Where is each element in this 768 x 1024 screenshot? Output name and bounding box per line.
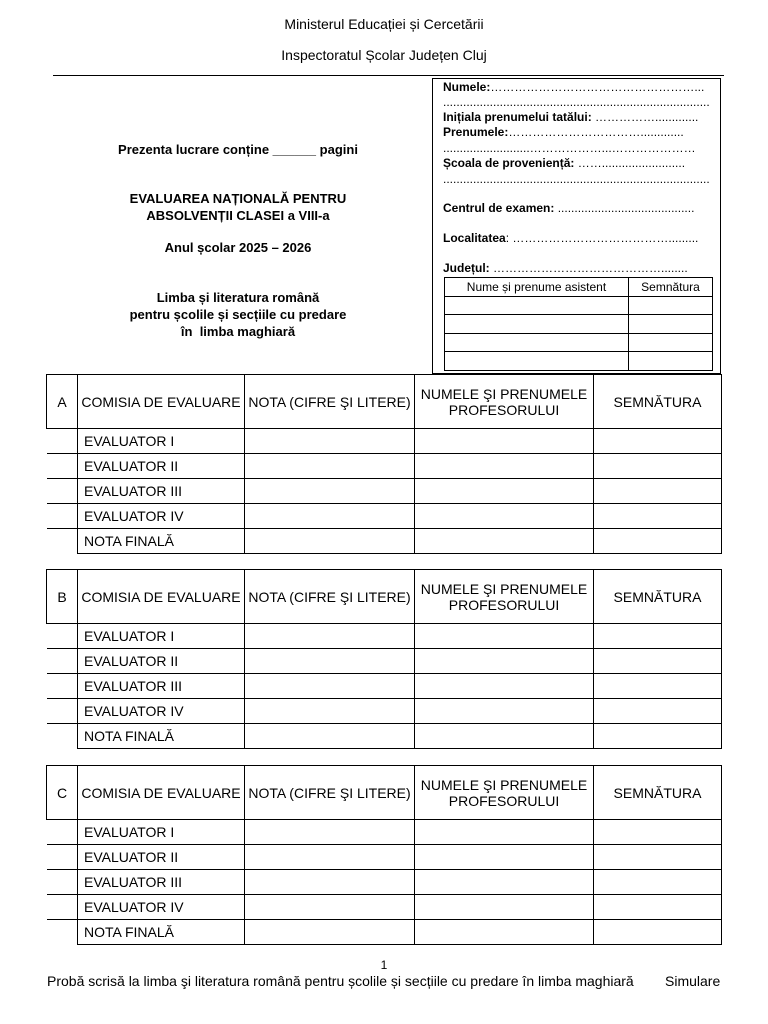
table-row	[47, 699, 722, 724]
empty-cell	[47, 674, 78, 699]
teacher-name-cell[interactable]	[415, 920, 594, 945]
signature-cell[interactable]	[594, 820, 722, 845]
father-initial-line[interactable]	[443, 110, 715, 124]
assistant-name-cell[interactable]	[445, 296, 629, 315]
table-row	[47, 624, 722, 649]
table-row	[47, 895, 722, 920]
teacher-name-cell[interactable]	[415, 674, 594, 699]
evaluation-table-a	[46, 374, 722, 554]
subject-line-3: în limba maghiară	[180, 324, 296, 339]
assistant-name-cell[interactable]	[445, 315, 629, 334]
footer-text: Probă scrisă la limba şi literatura română pentru școlile și secțiile cu predare în limba maghiară	[47, 973, 634, 989]
grade-header: NOTA (CIFRE ŞI LITERE)	[245, 570, 415, 624]
grade-cell[interactable]	[245, 649, 415, 674]
assistant-table	[444, 277, 713, 371]
evaluation-table-c	[46, 765, 722, 945]
teacher-name-cell[interactable]	[415, 454, 594, 479]
locality-label: Localitatea	[443, 231, 506, 245]
exam-title	[60, 190, 416, 224]
teacher-name-cell[interactable]	[415, 724, 594, 749]
grade-header: NOTA (CIFRE ŞI LITERE)	[245, 375, 415, 429]
school-year: Anul școlar 2025 – 2026	[164, 240, 312, 255]
empty-cell	[47, 529, 78, 554]
signature-cell[interactable]	[594, 454, 722, 479]
evaluator-label: EVALUATOR I	[78, 624, 245, 649]
evaluator-label: EVALUATOR IV	[78, 504, 245, 529]
table-row	[47, 724, 722, 749]
signature-cell[interactable]	[594, 699, 722, 724]
signature-cell[interactable]	[594, 870, 722, 895]
evaluator-label: EVALUATOR II	[78, 454, 245, 479]
grade-cell[interactable]	[245, 920, 415, 945]
initial-label: Inițiala prenumelui tatălui:	[443, 110, 592, 124]
teacher-name-cell[interactable]	[415, 845, 594, 870]
signature-cell[interactable]	[594, 504, 722, 529]
assistant-name-header: Nume și prenume asistent	[445, 278, 629, 297]
candidate-name-line-2[interactable]: ................................................................................	[443, 95, 710, 109]
school-line-2[interactable]: ................................................................................	[443, 172, 710, 186]
school-dots: …….........................	[574, 156, 686, 170]
grade-cell[interactable]	[245, 870, 415, 895]
page-number: 1	[380, 958, 388, 972]
table-letter: C	[47, 766, 78, 820]
grade-cell[interactable]	[245, 454, 415, 479]
grade-cell[interactable]	[245, 699, 415, 724]
empty-cell	[47, 870, 78, 895]
signature-cell[interactable]	[594, 895, 722, 920]
table-row	[47, 870, 722, 895]
candidate-name-line[interactable]	[443, 80, 715, 94]
signature-cell[interactable]	[594, 529, 722, 554]
signature-cell[interactable]	[594, 429, 722, 454]
table-row	[47, 504, 722, 529]
table-letter: B	[47, 570, 78, 624]
teacher-name-cell[interactable]	[415, 529, 594, 554]
exam-title-line-1: EVALUAREA NAȚIONALĂ PENTRU	[129, 191, 347, 206]
firstname-label: Prenumele:	[443, 125, 509, 139]
empty-cell	[47, 920, 78, 945]
candidate-info-box	[432, 78, 721, 374]
teacher-name-cell[interactable]	[415, 429, 594, 454]
county-dots: ……………………………………........	[489, 261, 688, 275]
signature-cell[interactable]	[594, 920, 722, 945]
assistant-name-cell[interactable]	[445, 352, 629, 371]
teacher-name-cell[interactable]	[415, 649, 594, 674]
grade-cell[interactable]	[245, 504, 415, 529]
table-row	[47, 479, 722, 504]
grade-cell[interactable]	[245, 895, 415, 920]
assistant-signature-cell[interactable]	[629, 315, 713, 334]
teacher-name-header: NUMELE ŞI PRENUMELE PROFESORULUI	[415, 766, 594, 820]
subject-line-2: pentru școlile și secțiile cu predare	[129, 307, 347, 322]
table-row	[47, 845, 722, 870]
footer-label: Simulare	[665, 973, 721, 989]
grade-cell[interactable]	[245, 674, 415, 699]
firstname-line-2[interactable]: ..........................………………...…………………	[443, 141, 696, 155]
grade-cell[interactable]	[245, 724, 415, 749]
locality-line[interactable]	[443, 231, 715, 245]
teacher-name-cell[interactable]	[415, 870, 594, 895]
table-row	[47, 649, 722, 674]
grade-cell[interactable]	[245, 845, 415, 870]
table-row	[47, 529, 722, 554]
evaluator-label: EVALUATOR IV	[78, 895, 245, 920]
evaluator-label: NOTA FINALĂ	[78, 920, 245, 945]
assistant-name-cell[interactable]	[445, 333, 629, 352]
empty-cell	[47, 820, 78, 845]
evaluator-label: EVALUATOR IV	[78, 699, 245, 724]
school-line[interactable]	[443, 156, 715, 170]
grade-cell[interactable]	[245, 820, 415, 845]
table-row	[47, 454, 722, 479]
table-letter: A	[47, 375, 78, 429]
signature-cell[interactable]	[594, 724, 722, 749]
table-row	[47, 820, 722, 845]
ministry-header: Ministerul Educației și Cercetării	[284, 16, 484, 32]
empty-cell	[47, 724, 78, 749]
empty-cell	[47, 429, 78, 454]
empty-cell	[47, 504, 78, 529]
subject-line-1: Limba și literatura română	[156, 290, 320, 305]
assistant-signature-cell[interactable]	[629, 296, 713, 315]
teacher-name-cell[interactable]	[415, 504, 594, 529]
locality-dots: : ………………………………….........	[505, 231, 699, 245]
name-label: Numele:	[443, 80, 491, 94]
center-dots: .........................................	[554, 201, 695, 215]
signature-header: SEMNĂTURA	[594, 570, 722, 624]
evaluator-label: NOTA FINALĂ	[78, 529, 245, 554]
school-label: Școala de proveniență:	[443, 156, 575, 170]
grade-header: NOTA (CIFRE ŞI LITERE)	[245, 766, 415, 820]
signature-cell[interactable]	[594, 649, 722, 674]
firstname-dots: …………………………….............	[508, 125, 684, 139]
center-label: Centrul de examen:	[443, 201, 555, 215]
header-divider	[53, 75, 724, 76]
commission-header: COMISIA DE EVALUARE	[78, 766, 245, 820]
exam-center-line[interactable]	[443, 201, 715, 215]
name-dots: ……………………………………………...	[490, 80, 705, 94]
commission-header: COMISIA DE EVALUARE	[78, 375, 245, 429]
teacher-name-header: NUMELE ŞI PRENUMELE PROFESORULUI	[415, 570, 594, 624]
evaluator-label: EVALUATOR II	[78, 649, 245, 674]
grade-cell[interactable]	[245, 429, 415, 454]
evaluator-label: EVALUATOR I	[78, 429, 245, 454]
table-row	[47, 674, 722, 699]
empty-cell	[47, 454, 78, 479]
empty-cell	[47, 479, 78, 504]
subject-block	[60, 289, 416, 340]
evaluator-label: NOTA FINALĂ	[78, 724, 245, 749]
signature-cell[interactable]	[594, 624, 722, 649]
evaluator-label: EVALUATOR I	[78, 820, 245, 845]
teacher-name-cell[interactable]	[415, 624, 594, 649]
assistant-signature-cell[interactable]	[629, 333, 713, 352]
evaluator-label: EVALUATOR III	[78, 870, 245, 895]
signature-cell[interactable]	[594, 674, 722, 699]
grade-cell[interactable]	[245, 624, 415, 649]
empty-cell	[47, 845, 78, 870]
inspectorate-header: Inspectoratul Școlar Județen Cluj	[281, 47, 487, 63]
evaluator-label: EVALUATOR III	[78, 479, 245, 504]
evaluation-table-b	[46, 569, 722, 749]
evaluator-label: EVALUATOR III	[78, 674, 245, 699]
teacher-name-cell[interactable]	[415, 895, 594, 920]
teacher-name-cell[interactable]	[415, 699, 594, 724]
county-label: Județul:	[443, 261, 490, 275]
table-row	[47, 429, 722, 454]
firstname-line[interactable]	[443, 125, 715, 139]
empty-cell	[47, 624, 78, 649]
signature-cell[interactable]	[594, 845, 722, 870]
signature-header: SEMNĂTURA	[594, 766, 722, 820]
signature-header: SEMNĂTURA	[594, 375, 722, 429]
teacher-name-cell[interactable]	[415, 479, 594, 504]
empty-cell	[47, 649, 78, 674]
evaluator-label: EVALUATOR II	[78, 845, 245, 870]
table-row	[47, 920, 722, 945]
empty-cell	[47, 895, 78, 920]
teacher-name-cell[interactable]	[415, 820, 594, 845]
grade-cell[interactable]	[245, 529, 415, 554]
signature-cell[interactable]	[594, 479, 722, 504]
pages-count-line: Prezenta lucrare conține ______ pagini	[118, 142, 358, 157]
county-line[interactable]	[443, 261, 715, 275]
initial-dots: …………….............	[591, 110, 699, 124]
grade-cell[interactable]	[245, 479, 415, 504]
teacher-name-header: NUMELE ŞI PRENUMELE PROFESORULUI	[415, 375, 594, 429]
exam-title-line-2: ABSOLVENȚII CLASEI a VIII-a	[146, 208, 330, 223]
assistant-signature-header: Semnătura	[629, 278, 713, 297]
empty-cell	[47, 699, 78, 724]
commission-header: COMISIA DE EVALUARE	[78, 570, 245, 624]
assistant-signature-cell[interactable]	[629, 352, 713, 371]
